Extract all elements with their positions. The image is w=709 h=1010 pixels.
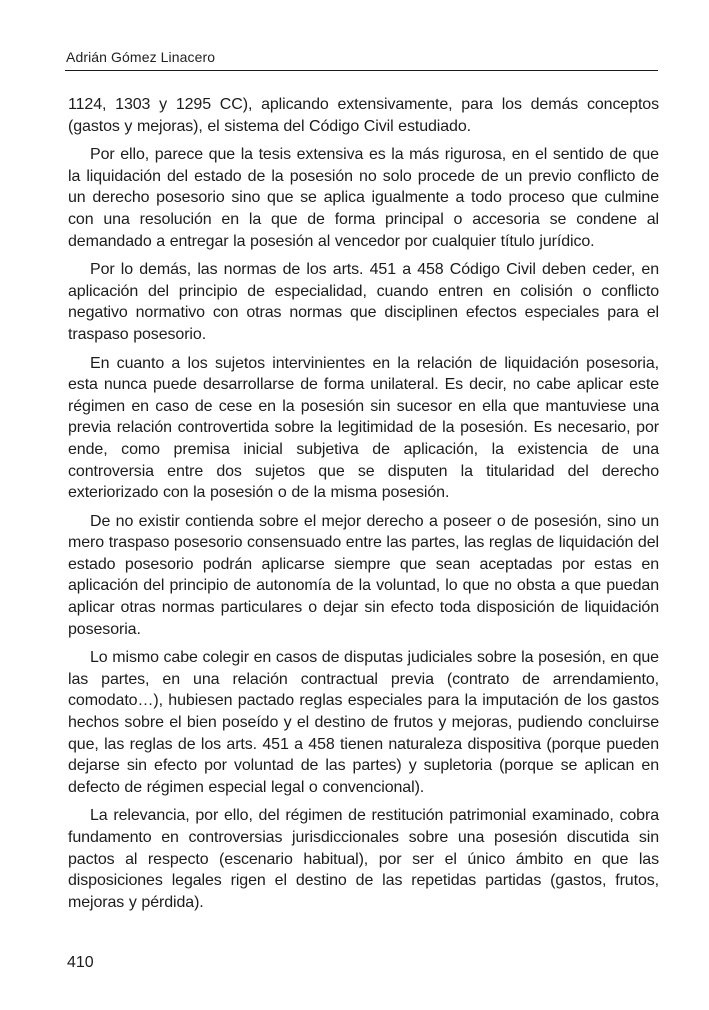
page-footer [67, 954, 94, 972]
paragraph-4: En cuanto a los sujetos intervinientes en la relación de liquidación posesoria, esta nunca puede desarrollarse de forma unilateral. Es decir, no cabe aplicar este régimen en caso de cese en la posesión sin sucesor en ella que mantuviese una previa relación controvertida sobre la legitimidad de la posesión. Es necesario, por ende, como premisa inicial subjetiva de aplicación, la existencia de una controversia entre dos sujetos que se disputen la titularidad del derecho exteriorizado con la posesión o de la misma posesión. [68, 354, 659, 502]
paragraph-3: Por lo demás, las normas de los arts. 451 a 458 Código Civil deben ceder, en aplicación del principio de especialidad, cuando entren en colisión o conflicto negativo normativo con otras normas que disciplinen efectos especiales para el traspaso posesorio. [68, 261, 659, 343]
author-name: Adrián Gómez Linacero [66, 49, 216, 65]
paragraph-7: La relevancia, por ello, del régimen de restitución patrimonial examinado, cobra fundamento en controversias jurisdiccionales sobre una posesión discutida sin pactos al respecto (escenario habitual), por ser el único ámbito en que las disposiciones legales rigen el destino de las repetidas partidas (gastos, frutos, mejoras y pérdida). [68, 807, 659, 911]
paragraph-2: Por ello, parece que la tesis extensiva es la más rigurosa, en el sentido de que la liquidación del estado de la posesión no solo procede de un previo conflicto de un derecho posesorio sino que se aplica igualmente a todo proceso que culmine con una resolución en la que de forma principal o accesoria se condene al demandado a entregar la posesión al vencedor por cualquier título jurídico. [68, 146, 659, 250]
paragraph-6: Lo mismo cabe colegir en casos de disputas judiciales sobre la posesión, en que las partes, en una relación contractual previa (contrato de arrendamiento, comodato…), hubiesen pactado reglas especiales para la imputación de los gastos hechos sobre el bien poseído y el destino de frutos y mejoras, pudiendo concluirse que, las reglas de los arts. 451 a 458 tienen naturaleza dispositiva (porque pueden dejarse sin efecto por voluntad de las partes) y supletoria (porque se aplican en defecto de régimen especial legal o convencional). [68, 649, 659, 796]
page-body [68, 94, 659, 920]
running-header [66, 48, 658, 66]
header-rule [65, 70, 658, 71]
page-number: 410 [67, 954, 94, 971]
paragraph-1: 1124, 1303 y 1295 CC), aplicando extensivamente, para los demás conceptos (gastos y mejoras), el sistema del Código Civil estudiado. [68, 96, 659, 135]
paragraph-5: De no existir contienda sobre el mejor derecho a poseer o de posesión, sino un mero traspaso posesorio consensuado entre las partes, las reglas de liquidación del estado posesorio podrán aplicarse siempre que sean aceptadas por estas en aplicación del principio de autonomía de la voluntad, lo que no obsta a que puedan aplicar otras normas particulares o dejar sin efecto toda disposición de liquidación posesoria. [68, 512, 659, 638]
